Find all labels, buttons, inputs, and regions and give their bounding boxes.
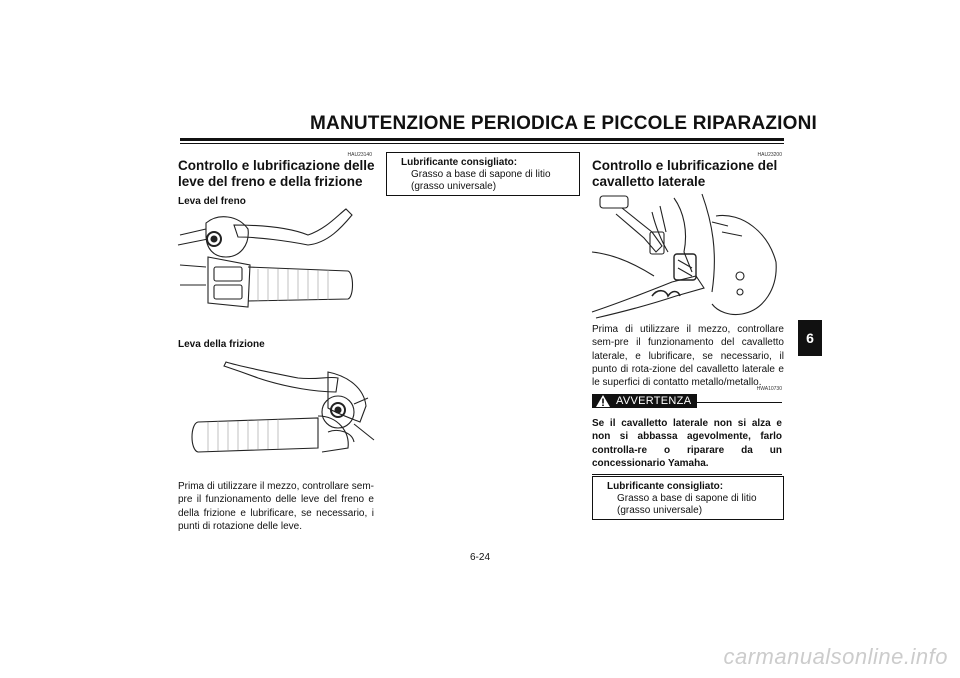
section-title-sidestand [592,158,792,190]
section-title-line: leve del freno e della frizione [178,174,363,189]
warning-triangle-icon [596,395,610,407]
warning-label: AVVERTENZA [616,395,692,407]
warning-text: Se il cavalletto laterale non si alza e non si abbassa agevolmente, farlo controlla-re o riparare da un concessionario Yamaha. [592,418,782,469]
subheading-clutch-lever: Leva della frizione [178,339,265,350]
header-rule-thin [180,143,784,144]
body-text-sidestand: Prima di utilizzare il mezzo, controllare sem-pre il funzionamento del cavalletto laterale, e lubrificare, se necessario, il punto di rota-zione del cavalletto laterale e le superfici di contatto metallo/metallo. [592,324,784,389]
section-title-line: cavalletto laterale [592,174,706,189]
section-title-line: Controllo e lubrificazione delle [178,158,375,173]
body-text-levers: Prima di utilizzare il mezzo, controllare sem-pre il funzionamento delle leve del freno e della frizione e lubrificare, se necessario, i punti di rotazione delle leve. [178,481,374,532]
header-rule-thick [180,138,784,141]
sidestand-illustration [592,192,784,318]
lubricant-box-line: Grasso a base di sapone di litio [617,493,757,504]
warning-code: HWA10730 [756,386,782,392]
lubricant-box [386,152,580,196]
warning-badge [592,394,697,408]
section-code: HAU23200 [757,152,782,158]
page-header-title: MANUTENZIONE PERIODICA E PICCOLE RIPARAZIONI [310,113,818,134]
lubricant-box-line: (grasso universale) [617,505,703,516]
subheading-brake-lever: Leva del freno [178,196,246,207]
section-title-line: Controllo e lubrificazione del [592,158,778,173]
warning-block [592,394,782,475]
watermark-text: carmanualsonline.info [723,644,948,669]
section-code: HAU23140 [347,152,372,158]
page-number: 6-24 [469,552,490,563]
lubricant-box-line: Grasso a base di sapone di litio [411,169,551,180]
brake-lever-illustration [178,205,378,315]
section-title-levers [178,158,378,190]
lubricant-box [592,476,784,520]
lubricant-box-label: Lubrificante consigliato: [607,481,724,492]
lubricant-box-label: Lubrificante consigliato: [401,157,518,168]
chapter-tab: 6 [798,320,822,356]
lubricant-box-line: (grasso universale) [411,181,497,192]
clutch-lever-illustration [178,352,378,462]
